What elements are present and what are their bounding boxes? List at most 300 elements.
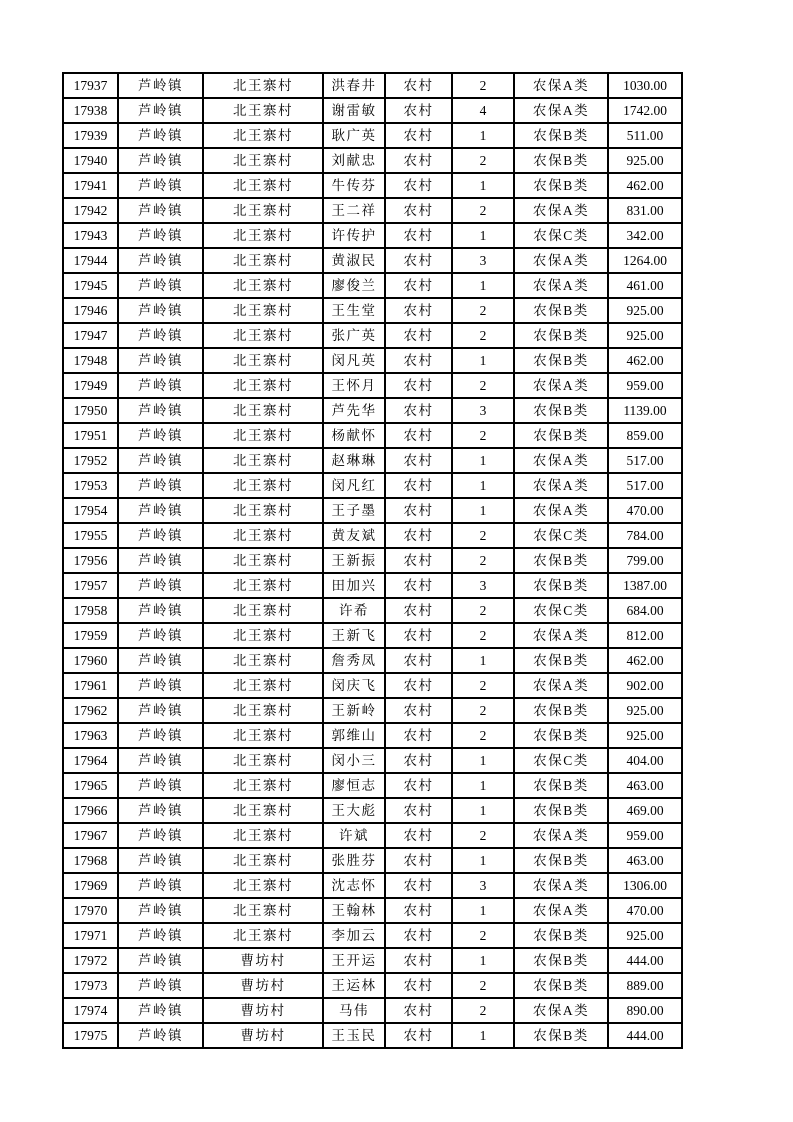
cell-amount: 444.00 bbox=[608, 1023, 682, 1048]
cell-insurance-category: 农保A类 bbox=[514, 73, 608, 98]
cell-serial-number: 17956 bbox=[63, 548, 118, 573]
cell-person-count: 1 bbox=[452, 273, 514, 298]
benefits-table bbox=[63, 73, 682, 1048]
table-row bbox=[63, 623, 682, 648]
table-row bbox=[63, 723, 682, 748]
cell-serial-number: 17963 bbox=[63, 723, 118, 748]
cell-insurance-category: 农保A类 bbox=[514, 248, 608, 273]
table-body bbox=[63, 73, 682, 1048]
cell-amount: 462.00 bbox=[608, 173, 682, 198]
cell-village: 北王寨村 bbox=[203, 198, 323, 223]
cell-serial-number: 17968 bbox=[63, 848, 118, 873]
cell-household-type: 农村 bbox=[385, 648, 452, 673]
cell-town: 芦岭镇 bbox=[118, 998, 203, 1023]
cell-village: 北王寨村 bbox=[203, 798, 323, 823]
cell-person-count: 1 bbox=[452, 173, 514, 198]
cell-amount: 859.00 bbox=[608, 423, 682, 448]
table-row bbox=[63, 1023, 682, 1048]
cell-household-type: 农村 bbox=[385, 423, 452, 448]
cell-serial-number: 17944 bbox=[63, 248, 118, 273]
cell-serial-number: 17967 bbox=[63, 823, 118, 848]
cell-village: 北王寨村 bbox=[203, 123, 323, 148]
cell-household-type: 农村 bbox=[385, 973, 452, 998]
table-row bbox=[63, 748, 682, 773]
cell-person-name: 王二祥 bbox=[323, 198, 385, 223]
cell-person-count: 2 bbox=[452, 323, 514, 348]
cell-household-type: 农村 bbox=[385, 548, 452, 573]
cell-household-type: 农村 bbox=[385, 798, 452, 823]
cell-person-count: 1 bbox=[452, 848, 514, 873]
cell-village: 北王寨村 bbox=[203, 848, 323, 873]
cell-person-name: 谢雷敏 bbox=[323, 98, 385, 123]
cell-person-name: 赵琳琳 bbox=[323, 448, 385, 473]
cell-serial-number: 17954 bbox=[63, 498, 118, 523]
cell-amount: 511.00 bbox=[608, 123, 682, 148]
cell-village: 北王寨村 bbox=[203, 98, 323, 123]
cell-serial-number: 17973 bbox=[63, 973, 118, 998]
cell-town: 芦岭镇 bbox=[118, 1023, 203, 1048]
cell-serial-number: 17962 bbox=[63, 698, 118, 723]
cell-village: 曹坊村 bbox=[203, 1023, 323, 1048]
table-row bbox=[63, 173, 682, 198]
cell-person-name: 王新飞 bbox=[323, 623, 385, 648]
cell-town: 芦岭镇 bbox=[118, 323, 203, 348]
cell-town: 芦岭镇 bbox=[118, 98, 203, 123]
cell-village: 曹坊村 bbox=[203, 948, 323, 973]
cell-village: 北王寨村 bbox=[203, 573, 323, 598]
cell-person-count: 1 bbox=[452, 798, 514, 823]
cell-village: 北王寨村 bbox=[203, 648, 323, 673]
cell-person-name: 许传护 bbox=[323, 223, 385, 248]
cell-town: 芦岭镇 bbox=[118, 723, 203, 748]
cell-amount: 890.00 bbox=[608, 998, 682, 1023]
cell-person-count: 2 bbox=[452, 598, 514, 623]
cell-household-type: 农村 bbox=[385, 523, 452, 548]
cell-insurance-category: 农保B类 bbox=[514, 648, 608, 673]
cell-household-type: 农村 bbox=[385, 173, 452, 198]
cell-village: 北王寨村 bbox=[203, 898, 323, 923]
cell-village: 北王寨村 bbox=[203, 148, 323, 173]
cell-person-name: 杨献怀 bbox=[323, 423, 385, 448]
cell-amount: 469.00 bbox=[608, 798, 682, 823]
cell-village: 北王寨村 bbox=[203, 923, 323, 948]
cell-household-type: 农村 bbox=[385, 73, 452, 98]
cell-person-name: 王子墨 bbox=[323, 498, 385, 523]
cell-person-name: 廖俊兰 bbox=[323, 273, 385, 298]
cell-insurance-category: 农保B类 bbox=[514, 348, 608, 373]
cell-town: 芦岭镇 bbox=[118, 973, 203, 998]
cell-household-type: 农村 bbox=[385, 723, 452, 748]
cell-person-name: 牛传芬 bbox=[323, 173, 385, 198]
cell-person-count: 2 bbox=[452, 623, 514, 648]
cell-insurance-category: 农保C类 bbox=[514, 748, 608, 773]
table-row bbox=[63, 423, 682, 448]
cell-village: 北王寨村 bbox=[203, 173, 323, 198]
cell-town: 芦岭镇 bbox=[118, 523, 203, 548]
cell-serial-number: 17950 bbox=[63, 398, 118, 423]
cell-serial-number: 17965 bbox=[63, 773, 118, 798]
cell-village: 曹坊村 bbox=[203, 973, 323, 998]
table-row bbox=[63, 273, 682, 298]
cell-person-name: 李加云 bbox=[323, 923, 385, 948]
cell-town: 芦岭镇 bbox=[118, 623, 203, 648]
cell-serial-number: 17952 bbox=[63, 448, 118, 473]
cell-person-name: 郭维山 bbox=[323, 723, 385, 748]
cell-person-count: 1 bbox=[452, 648, 514, 673]
cell-town: 芦岭镇 bbox=[118, 373, 203, 398]
cell-person-name: 闵庆飞 bbox=[323, 673, 385, 698]
cell-person-name: 王运林 bbox=[323, 973, 385, 998]
cell-amount: 831.00 bbox=[608, 198, 682, 223]
cell-person-count: 2 bbox=[452, 548, 514, 573]
cell-serial-number: 17939 bbox=[63, 123, 118, 148]
cell-person-count: 2 bbox=[452, 973, 514, 998]
cell-household-type: 农村 bbox=[385, 148, 452, 173]
cell-village: 北王寨村 bbox=[203, 548, 323, 573]
cell-amount: 812.00 bbox=[608, 623, 682, 648]
table-row bbox=[63, 548, 682, 573]
cell-village: 北王寨村 bbox=[203, 448, 323, 473]
cell-person-name: 田加兴 bbox=[323, 573, 385, 598]
cell-person-name: 王开运 bbox=[323, 948, 385, 973]
cell-person-name: 闵凡红 bbox=[323, 473, 385, 498]
cell-person-count: 2 bbox=[452, 523, 514, 548]
cell-town: 芦岭镇 bbox=[118, 298, 203, 323]
table-row bbox=[63, 673, 682, 698]
cell-amount: 1742.00 bbox=[608, 98, 682, 123]
table-row bbox=[63, 948, 682, 973]
cell-town: 芦岭镇 bbox=[118, 573, 203, 598]
cell-serial-number: 17969 bbox=[63, 873, 118, 898]
cell-amount: 342.00 bbox=[608, 223, 682, 248]
cell-serial-number: 17942 bbox=[63, 198, 118, 223]
cell-village: 北王寨村 bbox=[203, 398, 323, 423]
cell-amount: 925.00 bbox=[608, 698, 682, 723]
cell-amount: 784.00 bbox=[608, 523, 682, 548]
cell-village: 北王寨村 bbox=[203, 273, 323, 298]
table-row bbox=[63, 973, 682, 998]
cell-household-type: 农村 bbox=[385, 223, 452, 248]
cell-village: 北王寨村 bbox=[203, 498, 323, 523]
table-row bbox=[63, 998, 682, 1023]
cell-village: 北王寨村 bbox=[203, 223, 323, 248]
cell-serial-number: 17970 bbox=[63, 898, 118, 923]
cell-amount: 461.00 bbox=[608, 273, 682, 298]
cell-household-type: 农村 bbox=[385, 1023, 452, 1048]
cell-person-count: 1 bbox=[452, 223, 514, 248]
cell-household-type: 农村 bbox=[385, 898, 452, 923]
cell-town: 芦岭镇 bbox=[118, 948, 203, 973]
cell-person-count: 3 bbox=[452, 573, 514, 598]
cell-person-count: 1 bbox=[452, 348, 514, 373]
cell-household-type: 农村 bbox=[385, 998, 452, 1023]
cell-person-count: 4 bbox=[452, 98, 514, 123]
cell-village: 北王寨村 bbox=[203, 773, 323, 798]
cell-insurance-category: 农保A类 bbox=[514, 873, 608, 898]
cell-insurance-category: 农保B类 bbox=[514, 948, 608, 973]
cell-amount: 463.00 bbox=[608, 773, 682, 798]
cell-person-name: 耿广英 bbox=[323, 123, 385, 148]
table-row bbox=[63, 473, 682, 498]
cell-village: 北王寨村 bbox=[203, 748, 323, 773]
cell-serial-number: 17960 bbox=[63, 648, 118, 673]
cell-insurance-category: 农保B类 bbox=[514, 1023, 608, 1048]
cell-household-type: 农村 bbox=[385, 498, 452, 523]
cell-town: 芦岭镇 bbox=[118, 273, 203, 298]
cell-village: 北王寨村 bbox=[203, 598, 323, 623]
cell-serial-number: 17941 bbox=[63, 173, 118, 198]
cell-household-type: 农村 bbox=[385, 823, 452, 848]
cell-household-type: 农村 bbox=[385, 323, 452, 348]
cell-town: 芦岭镇 bbox=[118, 223, 203, 248]
cell-serial-number: 17958 bbox=[63, 598, 118, 623]
cell-person-count: 3 bbox=[452, 398, 514, 423]
cell-person-count: 2 bbox=[452, 723, 514, 748]
cell-household-type: 农村 bbox=[385, 948, 452, 973]
cell-person-name: 马伟 bbox=[323, 998, 385, 1023]
cell-town: 芦岭镇 bbox=[118, 773, 203, 798]
cell-town: 芦岭镇 bbox=[118, 148, 203, 173]
table-row bbox=[63, 598, 682, 623]
cell-household-type: 农村 bbox=[385, 273, 452, 298]
cell-person-count: 2 bbox=[452, 148, 514, 173]
benefits-table-frame bbox=[62, 72, 683, 1049]
cell-amount: 470.00 bbox=[608, 898, 682, 923]
cell-insurance-category: 农保B类 bbox=[514, 323, 608, 348]
cell-town: 芦岭镇 bbox=[118, 898, 203, 923]
cell-person-count: 2 bbox=[452, 823, 514, 848]
cell-amount: 1264.00 bbox=[608, 248, 682, 273]
cell-person-name: 廖恒志 bbox=[323, 773, 385, 798]
cell-household-type: 农村 bbox=[385, 348, 452, 373]
table-row bbox=[63, 823, 682, 848]
cell-town: 芦岭镇 bbox=[118, 598, 203, 623]
cell-household-type: 农村 bbox=[385, 698, 452, 723]
cell-insurance-category: 农保B类 bbox=[514, 148, 608, 173]
cell-amount: 959.00 bbox=[608, 373, 682, 398]
cell-village: 北王寨村 bbox=[203, 373, 323, 398]
cell-serial-number: 17940 bbox=[63, 148, 118, 173]
cell-town: 芦岭镇 bbox=[118, 548, 203, 573]
cell-town: 芦岭镇 bbox=[118, 923, 203, 948]
cell-insurance-category: 农保C类 bbox=[514, 223, 608, 248]
cell-person-name: 沈志怀 bbox=[323, 873, 385, 898]
cell-insurance-category: 农保B类 bbox=[514, 398, 608, 423]
cell-village: 北王寨村 bbox=[203, 723, 323, 748]
cell-serial-number: 17964 bbox=[63, 748, 118, 773]
cell-household-type: 农村 bbox=[385, 473, 452, 498]
cell-amount: 925.00 bbox=[608, 298, 682, 323]
cell-village: 北王寨村 bbox=[203, 423, 323, 448]
cell-amount: 404.00 bbox=[608, 748, 682, 773]
cell-person-name: 许斌 bbox=[323, 823, 385, 848]
cell-amount: 462.00 bbox=[608, 648, 682, 673]
cell-person-name: 王生堂 bbox=[323, 298, 385, 323]
cell-insurance-category: 农保B类 bbox=[514, 298, 608, 323]
cell-household-type: 农村 bbox=[385, 123, 452, 148]
cell-insurance-category: 农保A类 bbox=[514, 373, 608, 398]
cell-person-name: 许希 bbox=[323, 598, 385, 623]
cell-insurance-category: 农保A类 bbox=[514, 673, 608, 698]
cell-household-type: 农村 bbox=[385, 248, 452, 273]
cell-person-name: 张广英 bbox=[323, 323, 385, 348]
table-row bbox=[63, 448, 682, 473]
cell-town: 芦岭镇 bbox=[118, 498, 203, 523]
cell-amount: 1139.00 bbox=[608, 398, 682, 423]
cell-insurance-category: 农保B类 bbox=[514, 848, 608, 873]
cell-household-type: 农村 bbox=[385, 573, 452, 598]
table-row bbox=[63, 648, 682, 673]
cell-household-type: 农村 bbox=[385, 98, 452, 123]
cell-insurance-category: 农保A类 bbox=[514, 273, 608, 298]
table-row bbox=[63, 123, 682, 148]
cell-amount: 463.00 bbox=[608, 848, 682, 873]
cell-person-count: 2 bbox=[452, 73, 514, 98]
cell-household-type: 农村 bbox=[385, 673, 452, 698]
cell-village: 北王寨村 bbox=[203, 248, 323, 273]
cell-person-name: 张胜芬 bbox=[323, 848, 385, 873]
cell-town: 芦岭镇 bbox=[118, 198, 203, 223]
cell-person-count: 2 bbox=[452, 698, 514, 723]
table-row bbox=[63, 98, 682, 123]
cell-insurance-category: 农保B类 bbox=[514, 123, 608, 148]
cell-household-type: 农村 bbox=[385, 923, 452, 948]
cell-village: 北王寨村 bbox=[203, 523, 323, 548]
cell-person-count: 1 bbox=[452, 498, 514, 523]
cell-insurance-category: 农保A类 bbox=[514, 198, 608, 223]
cell-serial-number: 17949 bbox=[63, 373, 118, 398]
cell-insurance-category: 农保B类 bbox=[514, 548, 608, 573]
cell-amount: 470.00 bbox=[608, 498, 682, 523]
cell-town: 芦岭镇 bbox=[118, 748, 203, 773]
cell-town: 芦岭镇 bbox=[118, 348, 203, 373]
table-row bbox=[63, 298, 682, 323]
cell-serial-number: 17975 bbox=[63, 1023, 118, 1048]
cell-amount: 1306.00 bbox=[608, 873, 682, 898]
cell-person-name: 闵小三 bbox=[323, 748, 385, 773]
cell-serial-number: 17947 bbox=[63, 323, 118, 348]
cell-person-name: 王大彪 bbox=[323, 798, 385, 823]
cell-serial-number: 17974 bbox=[63, 998, 118, 1023]
cell-person-name: 王翰林 bbox=[323, 898, 385, 923]
cell-village: 曹坊村 bbox=[203, 998, 323, 1023]
cell-serial-number: 17957 bbox=[63, 573, 118, 598]
table-row bbox=[63, 523, 682, 548]
cell-serial-number: 17946 bbox=[63, 298, 118, 323]
cell-village: 北王寨村 bbox=[203, 823, 323, 848]
cell-amount: 925.00 bbox=[608, 148, 682, 173]
cell-town: 芦岭镇 bbox=[118, 73, 203, 98]
table-row bbox=[63, 223, 682, 248]
cell-insurance-category: 农保A类 bbox=[514, 998, 608, 1023]
table-row bbox=[63, 248, 682, 273]
cell-insurance-category: 农保A类 bbox=[514, 448, 608, 473]
cell-amount: 889.00 bbox=[608, 973, 682, 998]
cell-insurance-category: 农保B类 bbox=[514, 798, 608, 823]
table-row bbox=[63, 898, 682, 923]
cell-person-count: 1 bbox=[452, 898, 514, 923]
table-row bbox=[63, 373, 682, 398]
cell-serial-number: 17959 bbox=[63, 623, 118, 648]
cell-person-count: 2 bbox=[452, 373, 514, 398]
cell-insurance-category: 农保A类 bbox=[514, 823, 608, 848]
table-row bbox=[63, 498, 682, 523]
table-row bbox=[63, 773, 682, 798]
cell-person-name: 芦先华 bbox=[323, 398, 385, 423]
cell-serial-number: 17951 bbox=[63, 423, 118, 448]
cell-amount: 684.00 bbox=[608, 598, 682, 623]
cell-person-count: 2 bbox=[452, 923, 514, 948]
cell-insurance-category: 农保B类 bbox=[514, 573, 608, 598]
cell-serial-number: 17943 bbox=[63, 223, 118, 248]
table-row bbox=[63, 198, 682, 223]
cell-person-name: 刘献忠 bbox=[323, 148, 385, 173]
cell-household-type: 农村 bbox=[385, 748, 452, 773]
cell-insurance-category: 农保C类 bbox=[514, 523, 608, 548]
cell-person-count: 2 bbox=[452, 998, 514, 1023]
cell-household-type: 农村 bbox=[385, 373, 452, 398]
cell-serial-number: 17955 bbox=[63, 523, 118, 548]
table-row bbox=[63, 348, 682, 373]
cell-village: 北王寨村 bbox=[203, 323, 323, 348]
cell-village: 北王寨村 bbox=[203, 73, 323, 98]
cell-town: 芦岭镇 bbox=[118, 473, 203, 498]
cell-household-type: 农村 bbox=[385, 623, 452, 648]
cell-serial-number: 17961 bbox=[63, 673, 118, 698]
cell-person-count: 2 bbox=[452, 673, 514, 698]
cell-village: 北王寨村 bbox=[203, 298, 323, 323]
cell-insurance-category: 农保B类 bbox=[514, 723, 608, 748]
cell-household-type: 农村 bbox=[385, 873, 452, 898]
cell-town: 芦岭镇 bbox=[118, 648, 203, 673]
cell-insurance-category: 农保A类 bbox=[514, 473, 608, 498]
cell-person-name: 王新振 bbox=[323, 548, 385, 573]
cell-town: 芦岭镇 bbox=[118, 448, 203, 473]
table-row bbox=[63, 923, 682, 948]
cell-insurance-category: 农保A类 bbox=[514, 898, 608, 923]
cell-household-type: 农村 bbox=[385, 398, 452, 423]
cell-amount: 925.00 bbox=[608, 723, 682, 748]
cell-town: 芦岭镇 bbox=[118, 673, 203, 698]
cell-person-count: 2 bbox=[452, 423, 514, 448]
cell-amount: 444.00 bbox=[608, 948, 682, 973]
cell-person-name: 王怀月 bbox=[323, 373, 385, 398]
cell-town: 芦岭镇 bbox=[118, 173, 203, 198]
cell-insurance-category: 农保B类 bbox=[514, 773, 608, 798]
cell-town: 芦岭镇 bbox=[118, 823, 203, 848]
cell-person-count: 1 bbox=[452, 448, 514, 473]
cell-amount: 1030.00 bbox=[608, 73, 682, 98]
table-row bbox=[63, 398, 682, 423]
table-row bbox=[63, 573, 682, 598]
cell-serial-number: 17966 bbox=[63, 798, 118, 823]
cell-insurance-category: 农保A类 bbox=[514, 623, 608, 648]
table-row bbox=[63, 698, 682, 723]
cell-person-count: 1 bbox=[452, 748, 514, 773]
cell-town: 芦岭镇 bbox=[118, 123, 203, 148]
cell-person-name: 闵凡英 bbox=[323, 348, 385, 373]
cell-amount: 959.00 bbox=[608, 823, 682, 848]
cell-household-type: 农村 bbox=[385, 198, 452, 223]
cell-town: 芦岭镇 bbox=[118, 248, 203, 273]
cell-amount: 462.00 bbox=[608, 348, 682, 373]
cell-town: 芦岭镇 bbox=[118, 423, 203, 448]
cell-person-count: 1 bbox=[452, 1023, 514, 1048]
cell-village: 北王寨村 bbox=[203, 698, 323, 723]
cell-person-count: 2 bbox=[452, 298, 514, 323]
cell-household-type: 农村 bbox=[385, 848, 452, 873]
table-row bbox=[63, 848, 682, 873]
